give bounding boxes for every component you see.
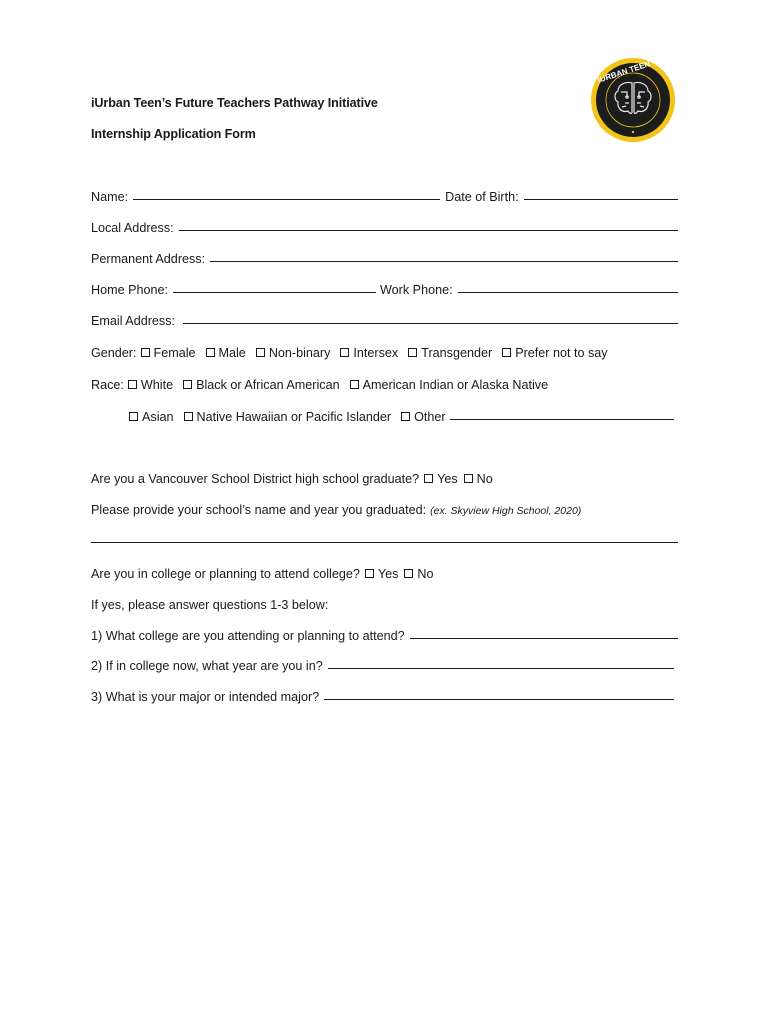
race-option-native-hawaiian[interactable]: Native Hawaiian or Pacific Islander xyxy=(184,410,392,424)
form-title: Internship Application Form xyxy=(91,127,256,141)
race-row-2 xyxy=(129,404,678,424)
race-option-asian[interactable]: Asian xyxy=(129,410,174,424)
vsd-question: Are you a Vancouver School District high school graduate? xyxy=(91,472,420,486)
work-phone-field[interactable] xyxy=(458,292,678,293)
college-q1-row xyxy=(91,623,678,643)
local-address-row xyxy=(91,215,678,235)
email-label: Email Address: xyxy=(91,314,175,328)
checkbox-icon[interactable] xyxy=(340,348,349,357)
checkbox-icon[interactable] xyxy=(129,412,138,421)
race-row-1 xyxy=(91,372,678,392)
gender-label: Gender: xyxy=(91,346,137,360)
vsd-option-yes[interactable]: Yes xyxy=(424,472,458,486)
checkbox-icon[interactable] xyxy=(128,380,137,389)
email-field[interactable] xyxy=(183,323,678,324)
gender-option-intersex[interactable]: Intersex xyxy=(340,346,398,360)
gender-option-transgender[interactable]: Transgender xyxy=(408,346,492,360)
college-q3-field[interactable] xyxy=(324,699,674,700)
checkbox-icon[interactable] xyxy=(350,380,359,389)
school-prompt: Please provide your school’s name and year you graduated: xyxy=(91,503,427,517)
gender-option-prefer-not-to-say[interactable]: Prefer not to say xyxy=(502,346,607,360)
checkbox-icon[interactable] xyxy=(408,348,417,357)
work-phone-label: Work Phone: xyxy=(380,283,453,297)
email-row xyxy=(91,308,678,328)
permanent-address-field[interactable] xyxy=(210,261,678,262)
checkbox-icon[interactable] xyxy=(141,348,150,357)
checkbox-icon[interactable] xyxy=(424,474,433,483)
home-phone-label: Home Phone: xyxy=(91,283,169,297)
school-example: (ex. Skyview High School, 2020) xyxy=(430,505,582,517)
college-row xyxy=(91,561,678,581)
home-phone-field[interactable] xyxy=(173,292,376,293)
name-label: Name: xyxy=(91,190,129,204)
gender-option-non-binary[interactable]: Non-binary xyxy=(256,346,331,360)
local-address-label: Local Address: xyxy=(91,221,174,235)
college-q3-row xyxy=(91,684,674,704)
school-line-row xyxy=(91,527,678,547)
phone-row xyxy=(91,277,678,297)
vsd-row xyxy=(91,466,678,486)
race-option-white[interactable]: White xyxy=(128,378,173,392)
college-q2-label: 2) If in college now, what year are you in? xyxy=(91,659,323,673)
name-field[interactable] xyxy=(133,199,440,200)
college-instruction: If yes, please answer questions 1-3 below: xyxy=(91,598,329,612)
school-field[interactable] xyxy=(91,542,678,543)
gender-row xyxy=(91,340,678,360)
permanent-address-row xyxy=(91,246,678,266)
checkbox-icon[interactable] xyxy=(184,412,193,421)
checkbox-icon[interactable] xyxy=(502,348,511,357)
college-q3-label: 3) What is your major or intended major? xyxy=(91,690,320,704)
race-other-field[interactable] xyxy=(450,419,674,420)
college-q2-field[interactable] xyxy=(328,668,674,669)
school-prompt-row xyxy=(91,497,678,517)
race-label: Race: xyxy=(91,378,124,392)
checkbox-icon[interactable] xyxy=(365,569,374,578)
gender-option-male[interactable]: Male xyxy=(206,346,246,360)
gender-option-female[interactable]: Female xyxy=(141,346,196,360)
race-option-american-indian[interactable]: American Indian or Alaska Native xyxy=(350,378,549,392)
college-q1-field[interactable] xyxy=(410,638,678,639)
vsd-option-no[interactable]: No xyxy=(464,472,493,486)
checkbox-icon[interactable] xyxy=(183,380,192,389)
logo-text: iURBAN TEEN xyxy=(596,59,652,85)
org-title: iUrban Teen’s Future Teachers Pathway Initiative xyxy=(91,96,378,110)
permanent-address-label: Permanent Address: xyxy=(91,252,206,266)
dob-label: Date of Birth: xyxy=(445,190,519,204)
race-option-black[interactable]: Black or African American xyxy=(183,378,340,392)
checkbox-icon[interactable] xyxy=(401,412,410,421)
college-q1-label: 1) What college are you attending or planning to attend? xyxy=(91,629,405,643)
checkbox-icon[interactable] xyxy=(404,569,413,578)
college-instruction-row xyxy=(91,592,678,612)
college-question: Are you in college or planning to attend college? xyxy=(91,567,360,581)
checkbox-icon[interactable] xyxy=(464,474,473,483)
college-option-no[interactable]: No xyxy=(404,567,433,581)
race-option-other[interactable]: Other xyxy=(401,410,446,424)
dob-field[interactable] xyxy=(524,199,678,200)
college-q2-row xyxy=(91,653,674,673)
checkbox-icon[interactable] xyxy=(206,348,215,357)
local-address-field[interactable] xyxy=(179,230,678,231)
iurban-teen-logo xyxy=(589,56,677,144)
checkbox-icon[interactable] xyxy=(256,348,265,357)
college-option-yes[interactable]: Yes xyxy=(365,567,399,581)
name-dob-row xyxy=(91,184,678,204)
